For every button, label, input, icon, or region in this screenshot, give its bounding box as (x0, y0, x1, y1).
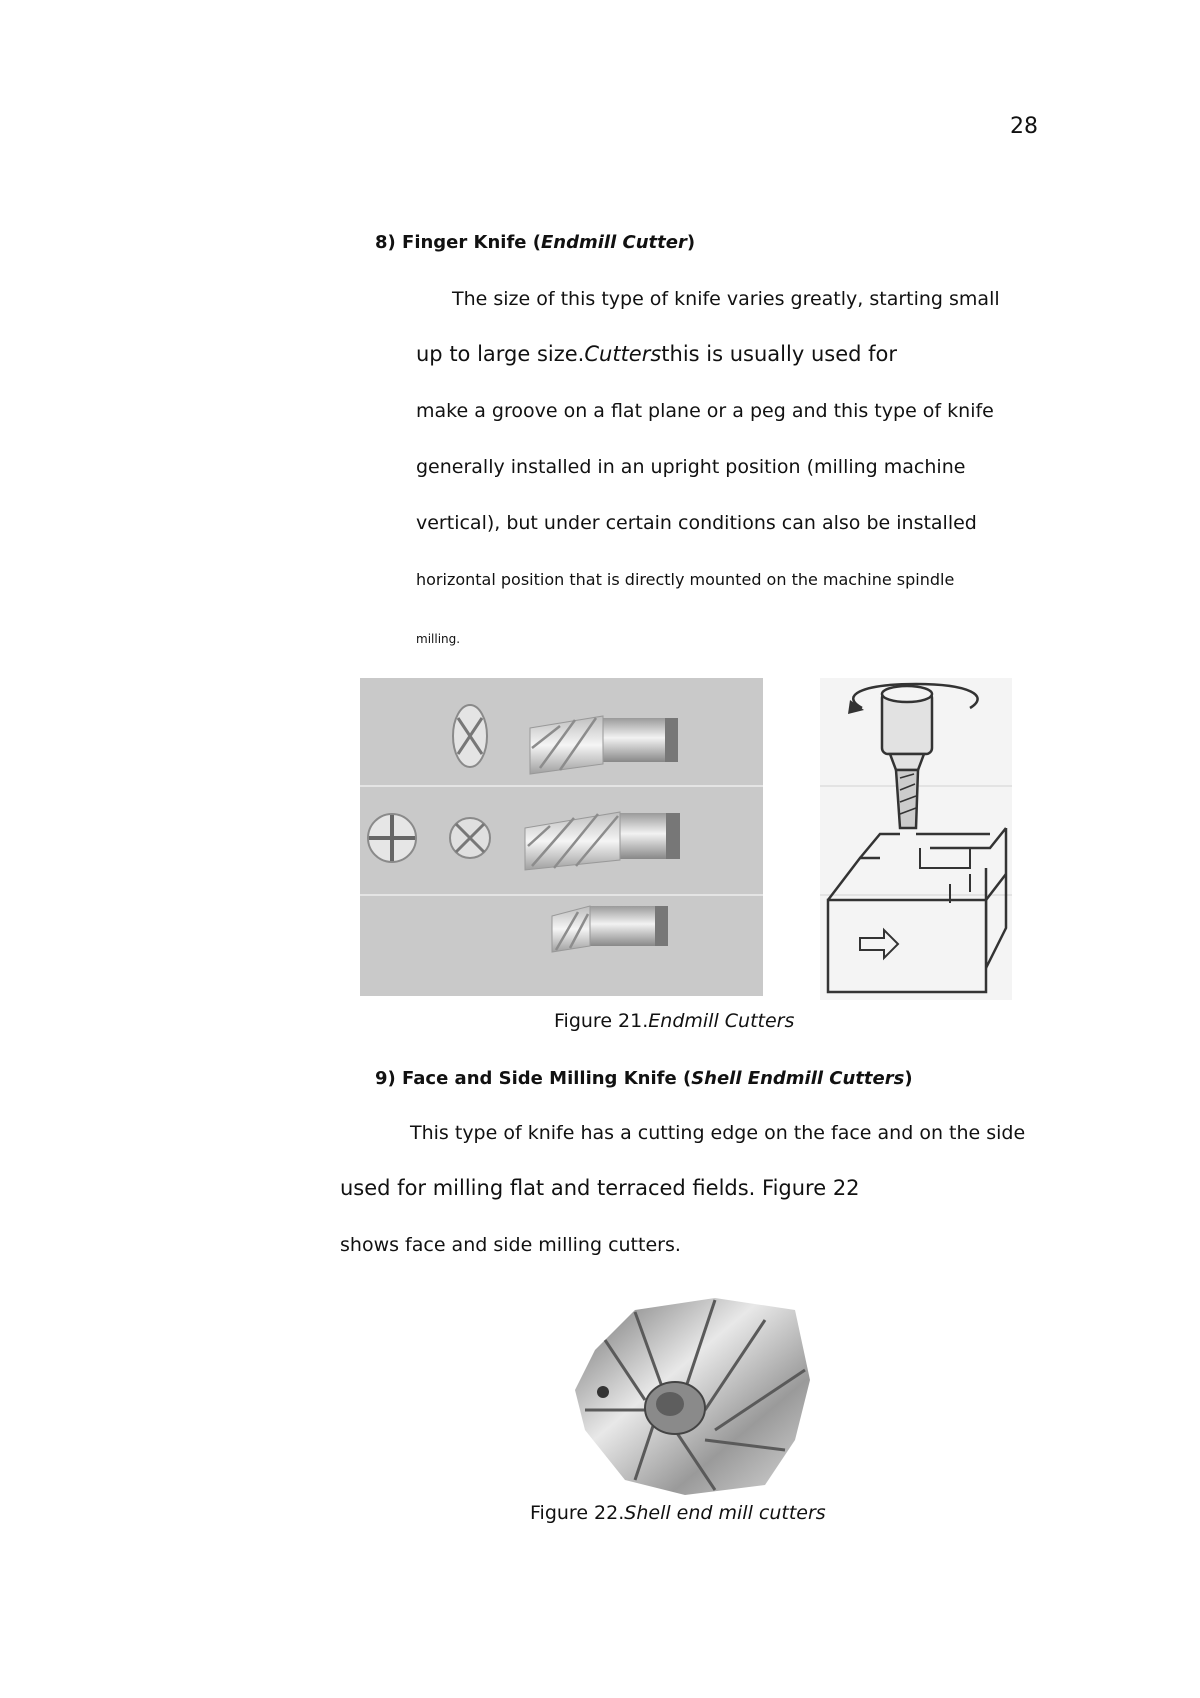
section-8-heading (375, 232, 695, 253)
section-8-line-6: horizontal position that is directly mounted on the machine spindle (416, 570, 955, 589)
section-9-line-3: shows face and side milling cutters. (340, 1234, 681, 1256)
section-9-heading-suffix: ) (904, 1068, 913, 1089)
section-8-line-1: The size of this type of knife varies greatly, starting small (452, 288, 1000, 310)
figure-21-caption-italic: Endmill Cutters (648, 1010, 795, 1032)
section-8-heading-prefix: 8) Finger Knife ( (375, 232, 541, 253)
figure-22-caption (530, 1502, 826, 1524)
section-8-line-2b: this is usually used for (661, 342, 897, 366)
section-8-line-3: make a groove on a flat plane or a peg and this type of knife (416, 400, 994, 422)
section-9-heading-italic: Shell Endmill Cutters (691, 1068, 905, 1089)
cutter-side-view-3 (552, 906, 668, 952)
cutter-end-view-2 (368, 814, 416, 862)
shell-end-mill-photo (565, 1290, 815, 1500)
figure-21-caption (554, 1010, 794, 1032)
section-8-heading-suffix: ) (686, 232, 696, 253)
figure-22-caption-prefix: Figure 22. (530, 1502, 625, 1524)
section-8-line-2a: up to large size. (416, 342, 585, 366)
section-8-line-4: generally installed in an upright position (milling machine (416, 456, 966, 478)
section-8-cutters-italic: Cutters (584, 342, 662, 366)
figure-21-caption-prefix: Figure 21. (554, 1010, 649, 1032)
section-9-line-1: This type of knife has a cutting edge on the face and on the side (410, 1122, 1026, 1144)
section-8-line-5: vertical), but under certain conditions can also be installed (416, 512, 977, 534)
section-9-heading (375, 1068, 913, 1089)
section-8-heading-italic: Endmill Cutter (541, 232, 687, 253)
page-number: 28 (1010, 114, 1038, 139)
section-8-line-2 (416, 342, 897, 366)
section-9-line-2: used for milling flat and terraced fields. Figure 22 (340, 1176, 860, 1200)
figure-22-caption-italic: Shell end mill cutters (624, 1502, 826, 1524)
endmill-cutters-photo (360, 678, 763, 996)
cutter-end-view-3 (450, 818, 490, 858)
cutter-end-view-1 (453, 705, 487, 767)
endmill-slot-drawing (820, 678, 1012, 1000)
section-9-heading-prefix: 9) Face and Side Milling Knife ( (375, 1068, 692, 1089)
section-8-line-7: milling. (416, 632, 461, 646)
